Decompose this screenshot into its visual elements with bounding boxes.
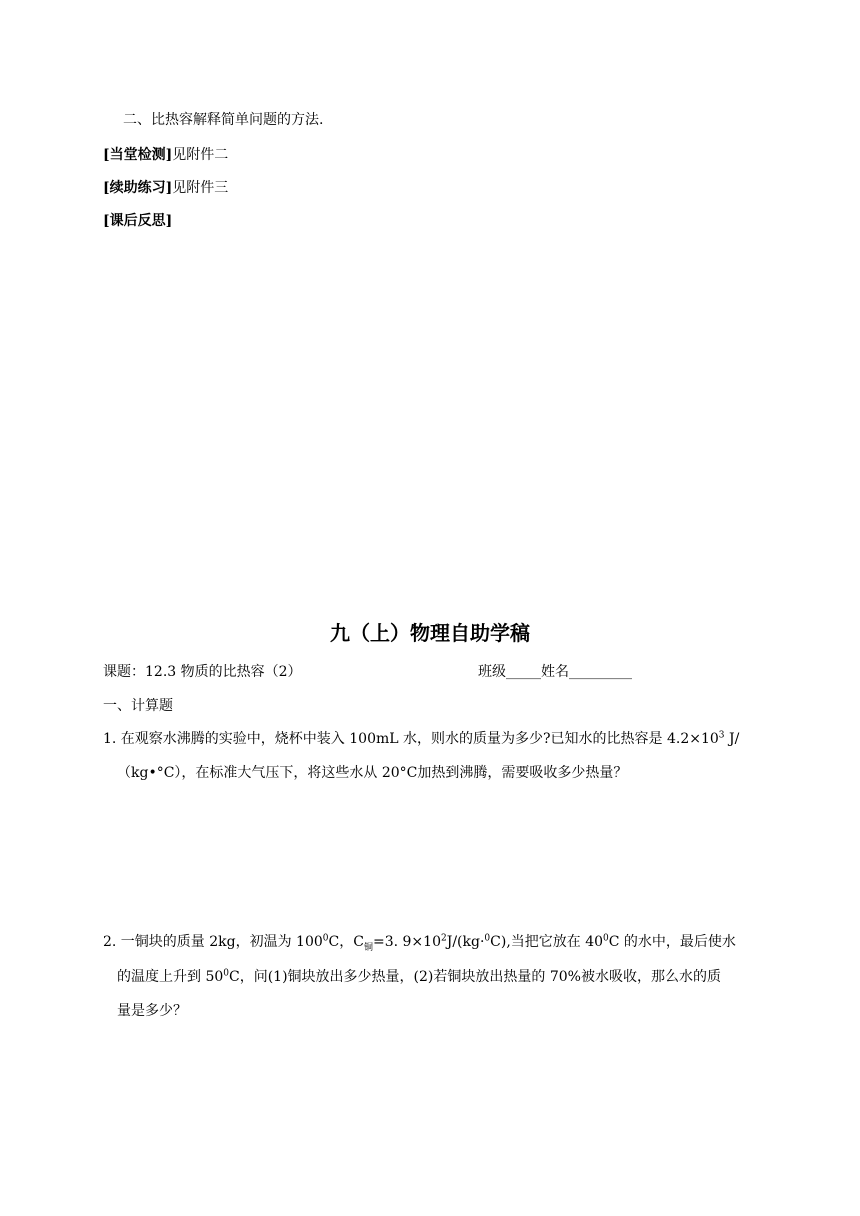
topic-line: 课题：12.3 物质的比热容（2） xyxy=(103,664,302,680)
q2-degree-3: 0 xyxy=(603,933,609,944)
q1-text: 1. 在观察水沸腾的实验中，烧杯中装入 100mL 水，则水的质量为多少?已知水的比热容是 4.2×10 xyxy=(103,731,719,747)
q2-copper-subscript: 铜 xyxy=(363,942,373,953)
q2-text-f: C 的水中，最后使水 xyxy=(608,934,736,950)
q1-line2: （kg•°C），在标准大气压下，将这些水从 20°C加热到沸腾，需要吸收多少热量？ xyxy=(117,765,628,781)
q2-text-a: 2. 一铜块的质量 2kg，初温为 100 xyxy=(103,934,323,950)
q2-text-g: 的温度上升到 50 xyxy=(117,969,224,985)
q2-line3: 量是多少？ xyxy=(117,1003,187,1019)
q2-text-d: J/(kg· xyxy=(446,934,485,950)
class-name-line: 班级_____姓名_________ xyxy=(478,664,632,680)
section-heading: 一、计算题 xyxy=(103,698,173,714)
q2-text-h: C，问(1)铜块放出多少热量，(2)若铜块放出热量的 70%被水吸收，那么水的质 xyxy=(229,969,721,985)
q2-text-b: C，C xyxy=(328,934,364,950)
check-label: [当堂检测] xyxy=(103,147,173,163)
q1-unit: J/ xyxy=(724,731,740,747)
practice-label: [续助练习] xyxy=(103,180,173,196)
q2-line2 xyxy=(117,967,721,987)
q2-text-e: C),当把它放在 40 xyxy=(490,934,604,950)
page-title: 九（上）物理自助学稿 xyxy=(330,621,530,645)
method-line: 二、比热容解释简单问题的方法. xyxy=(123,112,324,128)
q2-exponent: 2 xyxy=(440,933,447,944)
q2-text-c: =3. 9×10 xyxy=(372,934,441,950)
reflection-label: [课后反思] xyxy=(103,213,173,229)
q1-line1 xyxy=(103,729,739,749)
q2-degree-4: 0 xyxy=(223,968,229,979)
practice-text: 见附件三 xyxy=(172,180,229,196)
check-row xyxy=(103,145,228,165)
q1-exponent: 3 xyxy=(718,730,725,741)
q2-degree-1: 0 xyxy=(322,933,329,944)
check-text: 见附件二 xyxy=(172,147,229,163)
practice-row xyxy=(103,178,228,198)
q2-degree-2: 0 xyxy=(484,933,491,944)
q2-line1 xyxy=(103,932,736,952)
